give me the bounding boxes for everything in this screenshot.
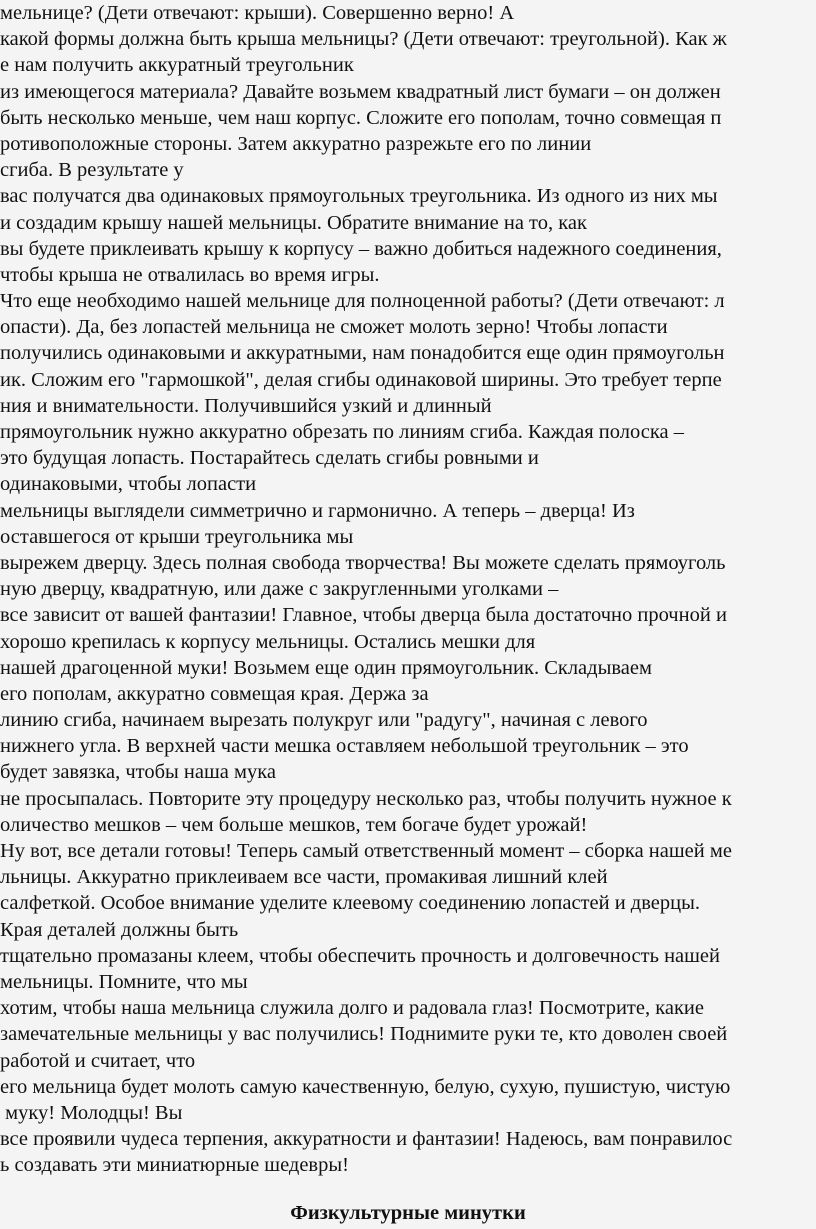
text-line: Что еще необходимо нашей мельнице для полноценной работы? (Дети отвечают: л bbox=[0, 290, 725, 313]
text-line: все зависит от вашей фантазии! Главное, чтобы дверца была достаточно прочной и bbox=[0, 604, 727, 627]
text-line: линию сгиба, начинаем вырезать полукруг или "радугу", начиная с левого bbox=[0, 709, 648, 732]
text-line: нижнего угла. В верхней части мешка оставляем небольшой треугольник – это bbox=[0, 735, 689, 758]
text-line: ния и внимательности. Получившийся узкий и длинный bbox=[0, 394, 492, 417]
text-line: вырежем дверцу. Здесь полная свобода творчества! Вы можете сделать прямоуголь bbox=[0, 551, 726, 574]
text-line: Края деталей должны быть bbox=[0, 918, 239, 941]
text-line: работой и считает, что bbox=[0, 1049, 196, 1072]
text-line: мельницы. Помните, что мы bbox=[0, 970, 248, 993]
text-line: оставшегося от крыши треугольника мы bbox=[0, 525, 354, 548]
text-line: нашей драгоценной муки! Возьмем еще один прямоугольник. Складываем bbox=[0, 656, 652, 679]
text-line: все проявили чудеса терпения, аккуратности и фантазии! Надеюсь, вам понравилос bbox=[0, 1128, 733, 1151]
text-line: получились одинаковыми и аккуратными, нам понадобится еще один прямоугольн bbox=[0, 342, 725, 365]
text-line: тщательно промазаны клеем, чтобы обеспечить прочность и долговечность нашей bbox=[0, 944, 720, 967]
text-line: будет завязка, чтобы наша мука bbox=[0, 761, 276, 784]
text-line: чтобы крыша не отвалилась во время игры. bbox=[0, 263, 380, 286]
text-line: ную дверцу, квадратную, или даже с закругленными уголками – bbox=[0, 578, 559, 601]
text-line: его мельница будет молоть самую качественную, белую, сухую, пушистую, чистую bbox=[0, 1075, 731, 1098]
text-line: прямоугольник нужно аккуратно обрезать по линиям сгиба. Каждая полоска – bbox=[0, 421, 684, 443]
text-line: из имеющегося материала? Давайте возьмем квадратный лист бумаги – он должен bbox=[0, 80, 721, 103]
text-line: одинаковыми, чтобы лопасти bbox=[0, 473, 257, 496]
text-line: хорошо крепилась к корпусу мельницы. Остались мешки для bbox=[0, 630, 536, 653]
text-line: ротивоположные стороны. Затем аккуратно разрежьте его по линии bbox=[0, 132, 592, 155]
text-line: вы будете приклеивать крышу к корпусу – важно добиться надежного соединения, bbox=[0, 237, 722, 260]
text-line: хотим, чтобы наша мельница служила долго и радовала глаз! Посмотрите, какие bbox=[0, 997, 704, 1020]
text-line: муку! Молодцы! Вы bbox=[0, 1101, 183, 1124]
text-line: сгиба. В результате у bbox=[0, 159, 184, 182]
section-heading: Физкультурные минутки bbox=[290, 1202, 526, 1224]
text-line: льницы. Аккуратно приклеиваем все части, промакивая лишний клей bbox=[0, 866, 608, 889]
text-line: и создадим крышу нашей мельницы. Обратите внимание на то, как bbox=[0, 211, 587, 234]
text-line: быть несколько меньше, чем наш корпус. Сложите его пополам, точно совмещая п bbox=[0, 106, 722, 129]
text-line: ь создавать эти миниатюрные шедевры! bbox=[0, 1154, 349, 1177]
text-line: вас получатся два одинаковых прямоугольных треугольника. Из одного из них мы bbox=[0, 185, 718, 208]
text-line: какой формы должна быть крыша мельницы? (Дети отвечают: треугольной). Как ж bbox=[0, 28, 727, 51]
text-line: замечательные мельницы у вас получились! Поднимите руки те, кто доволен своей bbox=[0, 1023, 728, 1046]
text-line: Ну вот, все детали готовы! Теперь самый ответственный момент – сборка нашей ме bbox=[0, 840, 732, 862]
text-line: мельнице? (Дети отвечают: крыши). Совершенно верно! А bbox=[0, 2, 515, 24]
text-line: его пополам, аккуратно совмещая края. Держа за bbox=[0, 682, 429, 705]
text-line: мельницы выглядели симметрично и гармонично. А теперь – дверца! Из bbox=[0, 499, 635, 522]
text-line: опасти). Да, без лопастей мельница не сможет молоть зерно! Чтобы лопасти bbox=[0, 316, 668, 339]
text-line: ик. Сложим его "гармошкой", делая сгибы одинаковой ширины. Это требует терпе bbox=[0, 368, 722, 391]
text-line: е нам получить аккуратный треугольник bbox=[0, 54, 354, 77]
text-line: это будущая лопасть. Постарайтесь сделать сгибы ровными и bbox=[0, 447, 539, 470]
text-line: оличество мешков – чем больше мешков, тем богаче будет урожай! bbox=[0, 813, 588, 836]
text-line: салфеткой. Особое внимание уделите клеевому соединению лопастей и дверцы. bbox=[0, 892, 701, 915]
text-line: не просыпалась. Повторите эту процедуру несколько раз, чтобы получить нужное к bbox=[0, 787, 732, 810]
